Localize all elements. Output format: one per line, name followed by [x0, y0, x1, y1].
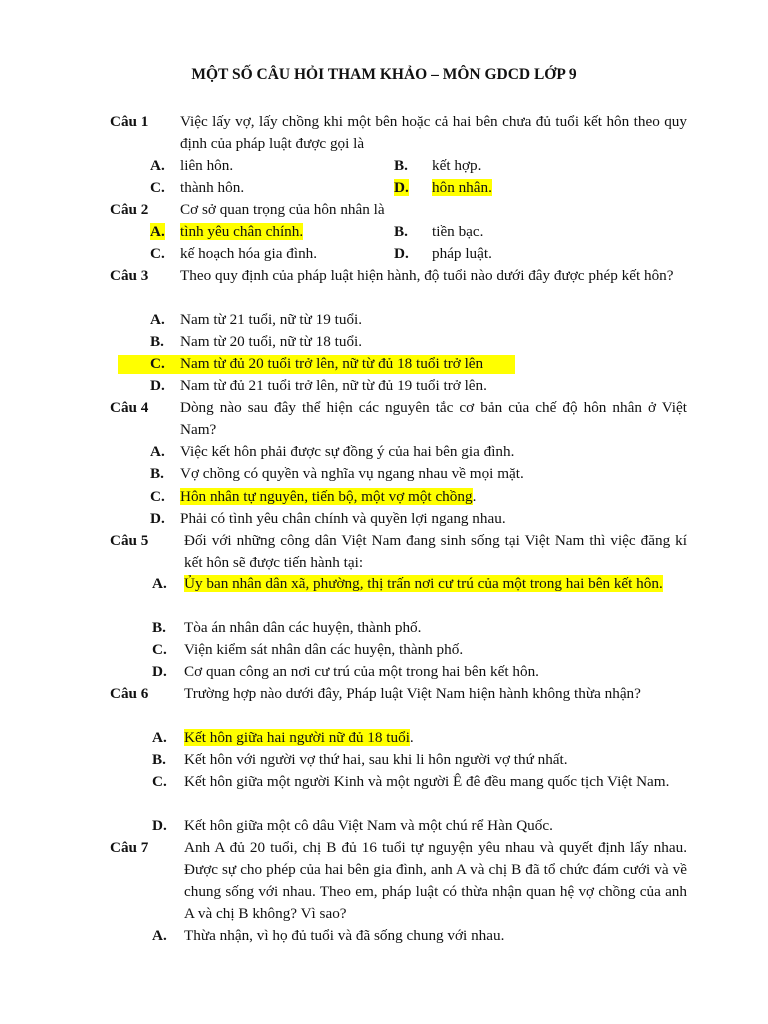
- question-label: Câu 7: [110, 839, 149, 856]
- option-letter-a: A.: [150, 311, 165, 328]
- option-letter-b: B.: [150, 465, 164, 482]
- question-text: Trường hợp nào dưới đây, Pháp luật Việt Nam hiện hành không thừa nhận?: [184, 685, 641, 702]
- highlighted-letter: D.: [394, 179, 409, 196]
- highlighted-answer: hôn nhân.: [432, 179, 492, 196]
- option-text-b: Tòa án nhân dân các huyện, thành phố.: [184, 619, 422, 636]
- option-text-d: Kết hôn giữa một cô dâu Việt Nam và một chú rể Hàn Quốc.: [184, 817, 553, 834]
- option-letter-c: C.: [150, 179, 165, 196]
- option-letter-c: C.: [150, 488, 165, 505]
- question-text: Việc lấy vợ, lấy chồng khi một bên hoặc cả hai bên chưa đủ tuổi kết hôn theo quy định của pháp luật được gọi là: [180, 113, 687, 152]
- option-letter-c: C.: [152, 641, 167, 658]
- option-letter-a: A.: [150, 157, 165, 174]
- option-letter-c: C.: [152, 773, 167, 790]
- option-text-b: Nam từ 20 tuổi, nữ từ 18 tuổi.: [180, 333, 363, 350]
- option-letter-d: D.: [150, 510, 165, 527]
- question-label: Câu 5: [110, 532, 149, 549]
- highlighted-answer: Ủy ban nhân dân xã, phường, thị trấn nơi cư trú của một trong hai bên kết hôn.: [184, 575, 663, 592]
- option-letter-d: D.: [150, 377, 165, 394]
- option-letter-c: C.: [150, 245, 165, 262]
- option-letter-a: A.: [152, 575, 167, 592]
- option-text-a: [184, 573, 687, 595]
- option-text-a: Việc kết hôn phải được sự đồng ý của hai bên gia đình.: [180, 443, 515, 460]
- option-letter-a: A.: [152, 927, 167, 944]
- option-text-b: kết hợp.: [432, 157, 482, 174]
- question-text: Dòng nào sau đây thể hiện các nguyên tắc cơ bản của chế độ hôn nhân ở Việt Nam?: [180, 399, 687, 438]
- option-text-d: pháp luật.: [432, 245, 492, 262]
- question-label: Câu 3: [110, 267, 149, 284]
- option-text-a: Nam từ 21 tuổi, nữ từ 19 tuổi.: [180, 311, 363, 328]
- option-text-c: kế hoạch hóa gia đình.: [180, 245, 318, 262]
- option-text-c: Viện kiểm sát nhân dân các huyện, thành phố.: [184, 641, 464, 658]
- question-text: Đối với những công dân Việt Nam đang sinh sống tại Việt Nam thì việc đăng kí kết hôn sẽ được tiến hành tại:: [184, 532, 687, 571]
- question-text: Cơ sở quan trọng của hôn nhân là: [180, 201, 385, 218]
- option-letter-b: B.: [152, 619, 166, 636]
- question-label: Câu 4: [110, 399, 149, 416]
- option-text-c: [180, 486, 687, 508]
- option-text-d: Nam từ đủ 21 tuổi trở lên, nữ từ đủ 19 tuổi trở lên.: [180, 377, 487, 394]
- option-letter-b: B.: [394, 223, 408, 240]
- option-letter-b: B.: [150, 333, 164, 350]
- option-text-b: Kết hôn với người vợ thứ hai, sau khi li hôn người vợ thứ nhất.: [184, 751, 568, 768]
- option-letter-b: B.: [394, 157, 408, 174]
- option-suffix: .: [409, 729, 414, 746]
- highlighted-answer: Hôn nhân tự nguyên, tiến bộ, một vợ một chồng: [180, 488, 473, 505]
- highlighted-answer: Kết hôn giữa hai người nữ đủ 18 tuổi: [184, 729, 410, 746]
- option-text-b: Vợ chồng có quyền và nghĩa vụ ngang nhau về mọi mặt.: [180, 465, 524, 482]
- option-text-c: Kết hôn giữa một người Kinh và một người Ê đê đều mang quốc tịch Việt Nam.: [184, 773, 670, 790]
- option-letter-d: [394, 177, 409, 199]
- highlighted-answer: tình yêu chân chính.: [180, 223, 304, 240]
- option-text-a: liên hôn.: [180, 157, 234, 174]
- option-text-a: Thừa nhận, vì họ đủ tuổi và đã sống chung với nhau.: [184, 927, 505, 944]
- option-letter-d: D.: [152, 817, 167, 834]
- option-letter-a: A.: [150, 443, 165, 460]
- option-letter-a: A.: [152, 729, 167, 746]
- option-text-d: [432, 177, 492, 199]
- question-label: Câu 6: [110, 685, 149, 702]
- option-text-d: Phải có tình yêu chân chính và quyền lợi ngang nhau.: [180, 510, 506, 527]
- page-title: MỘT SỐ CÂU HỎI THAM KHẢO – MÔN GDCD LỚP 9: [191, 66, 577, 83]
- option-letter-a: [150, 221, 165, 243]
- question-label: Câu 2: [110, 201, 149, 218]
- question-label: Câu 1: [110, 113, 149, 130]
- question-text: Anh A đủ 20 tuổi, chị B đủ 16 tuổi tự nguyện yêu nhau và quyết định lấy nhau. Được sự cho phép của hai bên gia đình, anh A và chị B đã tổ chức đám cưới và về chung sống với nhau. Theo em, pháp luật có thừa nhận quan hệ vợ chồng của anh A và chị B không? Vì sao?: [184, 839, 687, 922]
- option-text-d: Cơ quan công an nơi cư trú của một trong hai bên kết hôn.: [184, 663, 539, 680]
- option-letter-d: D.: [394, 245, 409, 262]
- option-letter-c: C.: [150, 355, 165, 372]
- highlighted-answer: Nam từ đủ 20 tuổi trở lên, nữ từ đủ 18 tuổi trở lên: [180, 355, 484, 372]
- option-text-b: tiền bạc.: [432, 223, 484, 240]
- option-text-a: [184, 727, 691, 749]
- question-text: Theo quy định của pháp luật hiện hành, độ tuổi nào dưới đây được phép kết hôn?: [180, 267, 674, 284]
- option-letter-b: B.: [152, 751, 166, 768]
- option-suffix: .: [472, 488, 477, 505]
- option-text-c: thành hôn.: [180, 179, 245, 196]
- option-letter-d: D.: [152, 663, 167, 680]
- highlighted-letter: A.: [150, 223, 165, 240]
